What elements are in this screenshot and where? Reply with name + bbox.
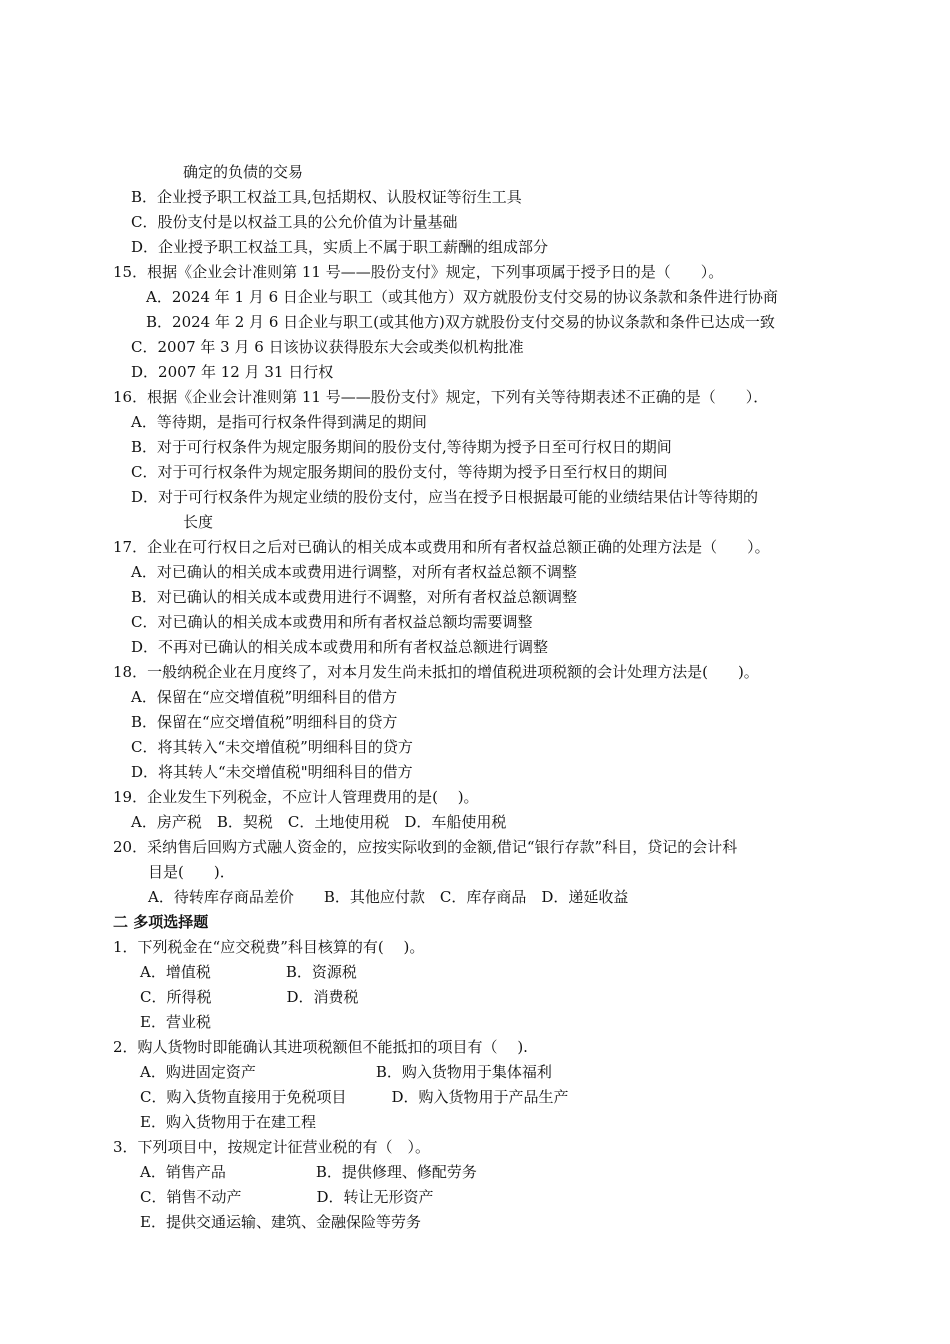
text-line: A．增值税 B．资源税 [140,963,357,981]
text-line: 16．根据《企业会计准则第 11 号——股份支付》规定，下列有关等待期表述不正确的是（ ）． [113,388,769,406]
text-line: C．2007 年 3 月 6 日该协议获得股东大会或类似机构批准 [131,338,524,356]
text-line: 17．企业在可行权日之后对已确认的相关成本或费用和所有者权益总额正确的处理方法是（ ）。 [113,538,770,556]
text-line: D．2007 年 12 月 31 日行权 [131,363,334,381]
text-line: A．购进固定资产 B．购入货物用于集体福利 [140,1063,552,1081]
text-line: 确定的负债的交易 [183,163,304,181]
text-line: C．销售不动产 D．转让无形资产 [140,1188,434,1206]
text-line: A．房产税 B．契税 C．土地使用税 D．车船使用税 [131,813,507,831]
text-line: B．2024 年 2 月 6 日企业与职工(或其他方)双方就股份支付交易的协议条款和条件已达成一致 [146,313,775,331]
text-line: C．将其转入“未交增值税”明细科目的贷方 [131,738,413,756]
text-line: 2．购人货物时即能确认其进项税额但不能抵扣的项目有（ ). [113,1038,528,1056]
text-line: D．对于可行权条件为规定业绩的股份支付，应当在授予日根据最可能的业绩结果估计等待期的 [131,488,759,506]
text-line: E．营业税 [140,1013,211,1031]
text-line: 长度 [183,513,214,531]
text-line: 18．一般纳税企业在月度终了，对本月发生尚未抵扣的增值税进项税额的会计处理方法是( )。 [113,663,759,681]
text-line: A．销售产品 B．提供修理、修配劳务 [140,1163,477,1181]
text-line: A．2024 年 1 月 6 日企业与职工（或其他方）双方就股份支付交易的协议条款和条件进行协商 [146,288,778,306]
text-line: 1．下列税金在“应交税费”科目核算的有( )。 [113,938,425,956]
text-line: C．所得税 D．消费税 [140,988,359,1006]
text-line: A．等待期，是指可行权条件得到满足的期间 [131,413,427,431]
text-line: D．将其转人“未交增值税"明细科目的借方 [131,763,413,781]
text-line: 3．下列项目中，按规定计征营业税的有（ ）。 [113,1138,431,1156]
text-line: A．保留在“应交增值税”明细科目的借方 [131,688,398,706]
section-heading: 二 多项选择题 [113,913,209,931]
text-line: B．对于可行权条件为规定服务期间的股份支付,等待期为授予日至可行权日的期间 [131,438,672,456]
text-line: C．股份支付是以权益工具的公允价值为计量基础 [131,213,458,231]
text-line: 目是( )． [148,863,235,881]
text-line: C．购入货物直接用于免税项目 D．购入货物用于产品生产 [140,1088,569,1106]
text-line: 20．采纳售后回购方式融人资金的，应按实际收到的金额,借记“银行存款”科目，贷记的会计科 [113,838,738,856]
text-line: 15．根据《企业会计准则第 11 号——股份支付》规定，下列事项属于授予日的是（ ）。 [113,263,724,281]
text-line: C．对于可行权条件为规定服务期间的股份支付，等待期为授予日至行权日的期间 [131,463,668,481]
text-line: E．购入货物用于在建工程 [140,1113,316,1131]
text-line: B．保留在“应交增值税”明细科目的贷方 [131,713,398,731]
text-line: D．不再对已确认的相关成本或费用和所有者权益总额进行调整 [131,638,549,656]
text-line: E．提供交通运输、建筑、金融保险等劳务 [140,1213,421,1231]
text-line: B．企业授予职工权益工具,包括期权、认股权证等衍生工具 [131,188,522,206]
text-line: 19．企业发生下列税金，不应计人管理费用的是( )。 [113,788,479,806]
text-line: A．待转库存商品差价 B．其他应付款 C．库存商品 D．递延收益 [148,888,629,906]
text-line: B．对已确认的相关成本或费用进行不调整，对所有者权益总额调整 [131,588,578,606]
text-line: C．对已确认的相关成本或费用和所有者权益总额均需要调整 [131,613,533,631]
text-line: D．企业授予职工权益工具，实质上不属于职工薪酬的组成部分 [131,238,549,256]
text-line: A．对已确认的相关成本或费用进行调整，对所有者权益总额不调整 [131,563,577,581]
